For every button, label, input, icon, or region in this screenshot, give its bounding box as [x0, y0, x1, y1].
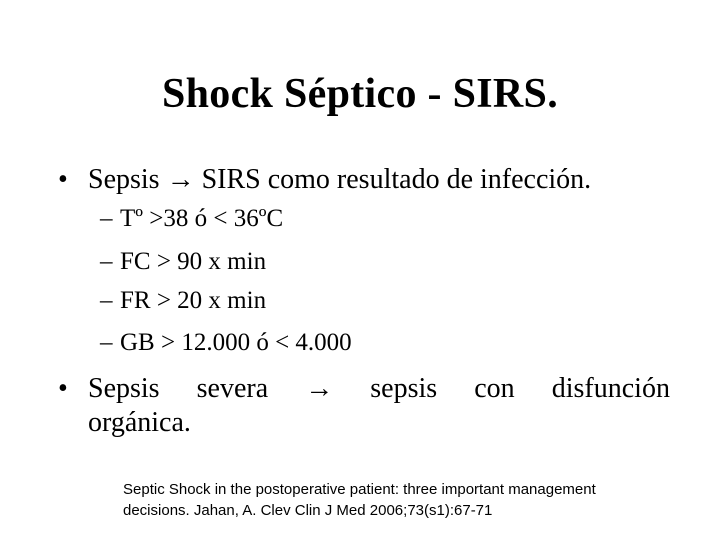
dash-symbol: – — [100, 248, 113, 275]
subitem-temperature — [100, 205, 283, 233]
subitem-text: FC > 90 x min — [120, 248, 267, 275]
word: Sepsis — [88, 373, 160, 404]
word: con — [474, 373, 515, 404]
reference-citation — [123, 479, 698, 521]
word: sepsis — [370, 373, 438, 404]
subitem-text: FR > 20 x min — [120, 287, 267, 314]
arrow-icon: → — [305, 373, 334, 404]
bullet-text — [88, 163, 688, 197]
reference-line: Septic Shock in the postoperative patient: three important management — [123, 481, 596, 498]
reference-line: decisions. Jahan, A. Clev Clin J Med 2006;73(s1):67-71 — [123, 502, 493, 519]
bullet-dot: • — [58, 373, 68, 404]
word: disfunción — [551, 373, 670, 404]
bullet-text — [88, 372, 670, 439]
subitem-heart-rate — [100, 248, 266, 276]
arrow-icon: → — [166, 164, 195, 195]
bullet-line: orgánica. — [88, 406, 191, 438]
bullet-sepsis — [58, 163, 688, 197]
subitem-text: Tº >38 ó < 36ºC — [120, 205, 284, 232]
slide-title: Shock Séptico - SIRS. — [161, 71, 559, 117]
subitem-white-blood-cells — [100, 329, 352, 357]
subitem-text: GB > 12.000 ó < 4.000 — [120, 329, 352, 356]
bullet-dot: • — [58, 164, 68, 195]
bullet-lead: Sepsis — [88, 164, 160, 195]
bullet-line — [88, 372, 670, 406]
dash-symbol: – — [100, 287, 113, 314]
word: severa — [196, 373, 269, 404]
subitem-respiratory-rate — [100, 287, 266, 315]
dash-symbol: – — [100, 329, 113, 356]
dash-symbol: – — [100, 205, 113, 232]
bullet-severe-sepsis — [58, 372, 670, 439]
bullet-rest: SIRS como resultado de infección. — [201, 164, 592, 195]
